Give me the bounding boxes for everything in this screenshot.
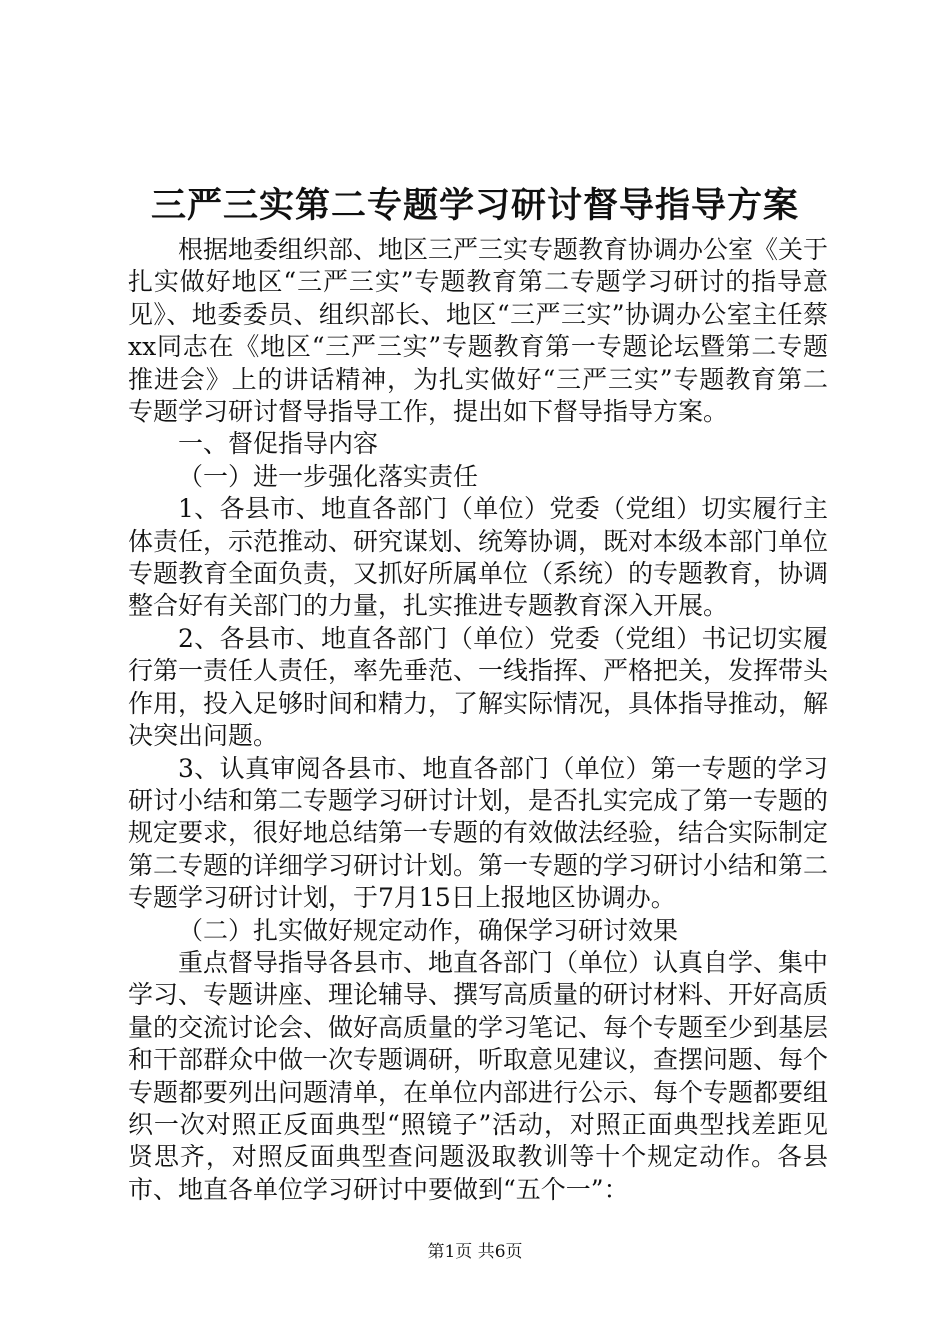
document-body <box>128 234 828 1206</box>
item-paragraph-2: 2、各县市、地直各部门（单位）党委（党组）书记切实履行第一责任人责任，率先垂范、一线指挥、严格把关，发挥带头作用，投入足够时间和精力，了解实际情况，具体指导推动，解决突出问题。 <box>128 623 829 751</box>
intro-paragraph: 根据地委组织部、地区三严三实专题教育协调办公室《关于扎实做好地区“三严三实”专题教育第二专题学习研讨的指导意见》、地委委员、组织部长、地区“三严三实”协调办公室主任蔡xx同志在《地区“三严三实”专题教育第一专题论坛暨第二专题推进会》上的讲话精神，为扎实做好“三严三实”专题教育第二专题学习研讨督导指导工作，提出如下督导指导方案。 <box>128 235 829 427</box>
section-heading-1: 一、督促指导内容 <box>178 429 379 459</box>
subsection-heading-1: （一）进一步强化落实责任 <box>178 461 479 491</box>
item-paragraph-3: 3、认真审阅各县市、地直各部门（单位）第一专题的学习研讨小结和第二专题学习研讨计划，是否扎实完成了第一专题的规定要求，很好地总结第一专题的有效做法经验，结合实际制定第二专题的详细学习研讨计划。第一专题的学习研讨小结和第二专题学习研讨计划，于7月15日上报地区协调办。 <box>128 753 829 913</box>
item-paragraph-1: 1、各县市、地直各部门（单位）党委（党组）切实履行主体责任，示范推动、研究谋划、统筹协调，既对本级本部门单位专题教育全面负责，又抓好所属单位（系统）的专题教育，协调整合好有关部门的力量，扎实推进专题教育深入开展。 <box>128 494 829 621</box>
subsection-heading-2: （二）扎实做好规定动作，确保学习研讨效果 <box>178 915 679 945</box>
page-number-footer: 第1页 共6页 <box>427 1242 523 1262</box>
body-paragraph-actions: 重点督导指导各县市、地直各部门（单位）认真自学、集中学习、专题讲座、理论辅导、撰写高质量的研讨材料、开好高质量的交流讨论会、做好高质量的学习笔记、每个专题至少到基层和干部群众中做一次专题调研，听取意见建议，查摆问题、每个专题都要列出问题清单，在单位内部进行公示、每个专题都要组织一次对照正反面典型“照镜子”活动，对照正面典型找差距见贤思齐，对照反面典型查问题汲取教训等十个规定动作。各县市、地直各单位学习研讨中要做到“五个一”： <box>128 947 829 1204</box>
document-title: 三严三实第二专题学习研讨督导指导方案 <box>150 185 799 226</box>
